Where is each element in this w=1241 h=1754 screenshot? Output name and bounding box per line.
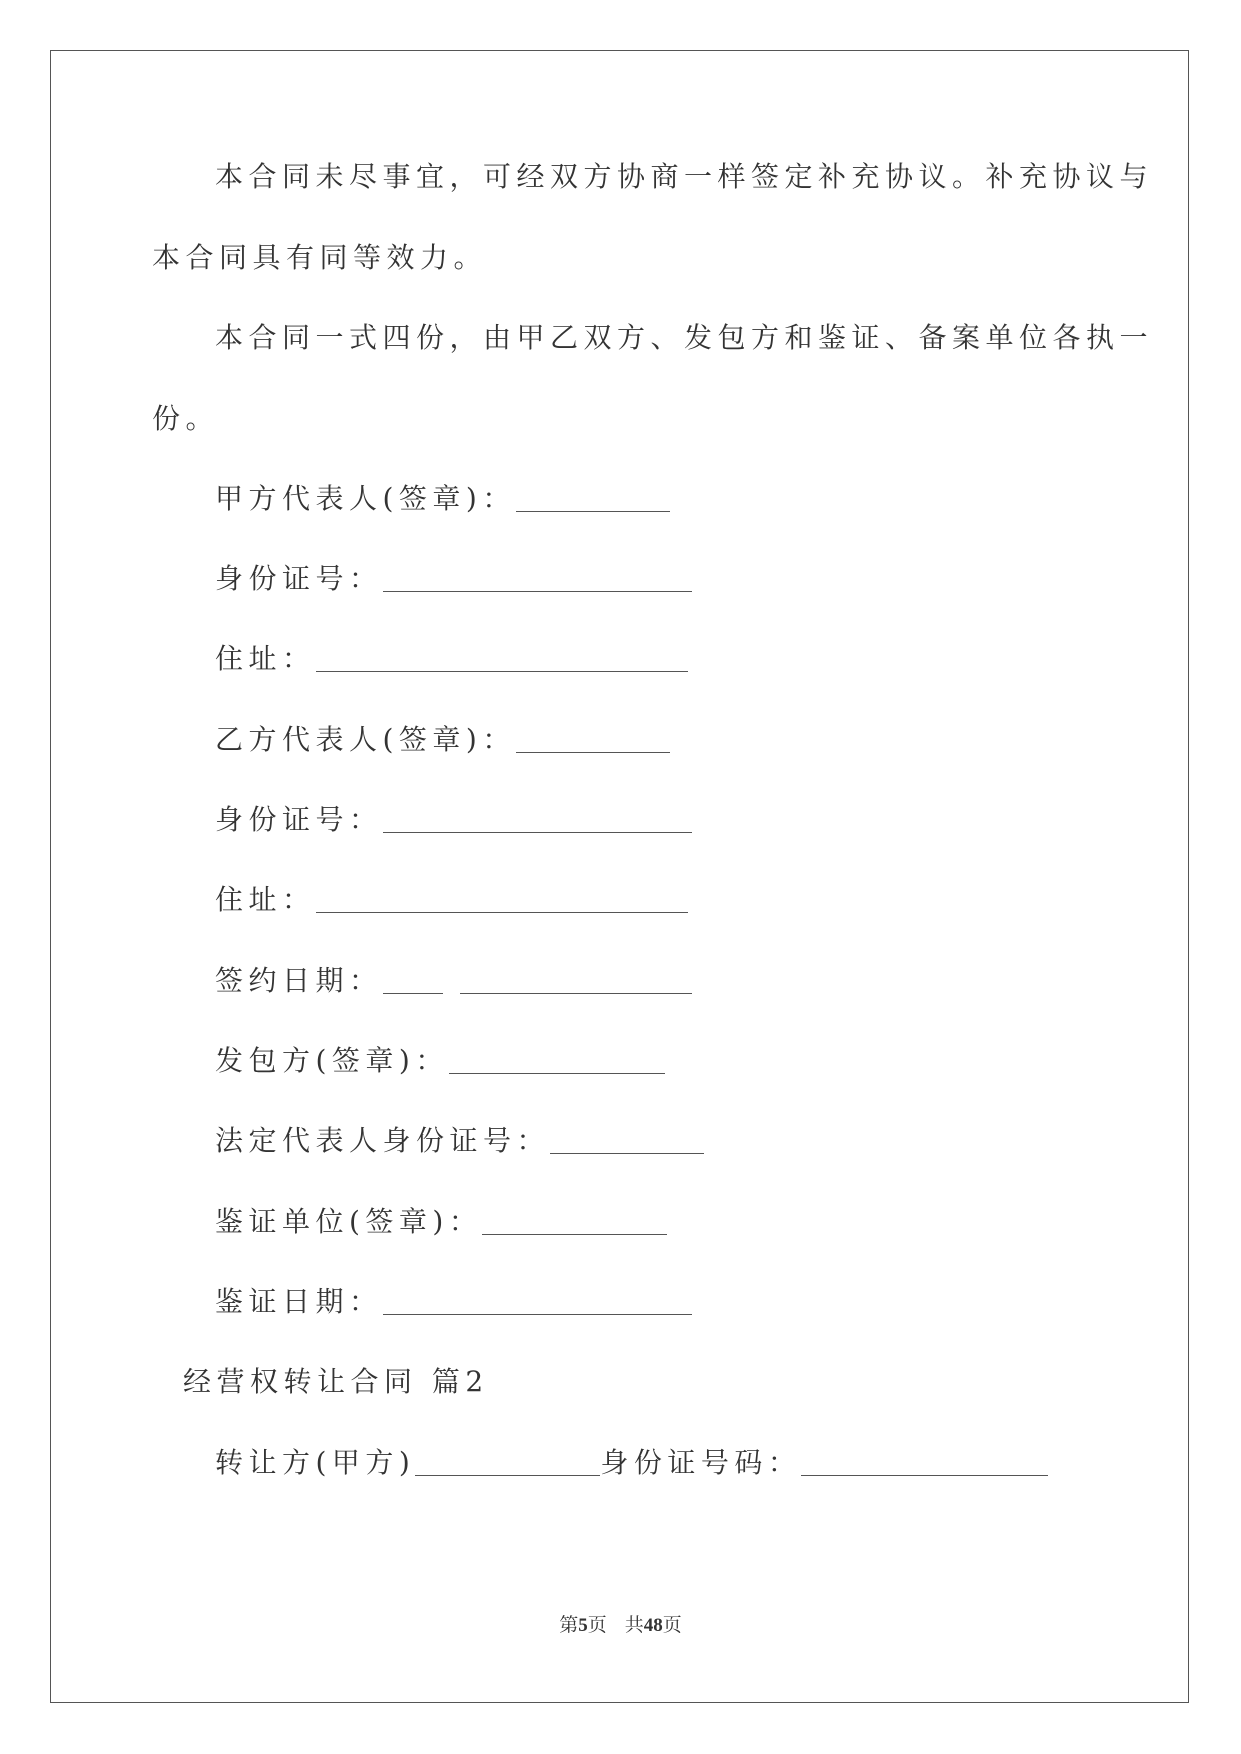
party-b-address-field	[215, 880, 688, 920]
address-blank	[316, 884, 688, 913]
id-blank	[383, 804, 692, 833]
paragraph-line: 本合同一式四份，由甲乙双方、发包方和鉴证、备案单位各执一	[215, 321, 1154, 354]
paragraph-line: 本合同未尽事宜，可经双方协商一样签定补充协议。补充协议与	[215, 160, 1154, 193]
footer-text: 页	[662, 1615, 682, 1636]
paragraph-line: 份。	[152, 402, 220, 435]
party-b-id-field	[215, 800, 692, 840]
field-label: 住址：	[215, 642, 316, 675]
sign-date-field	[215, 961, 692, 1001]
name-blank	[415, 1447, 600, 1476]
party-a-address-field	[215, 639, 688, 679]
paragraph-line: 本合同具有同等效力。	[152, 241, 488, 274]
field-label: 法定代表人身份证号：	[215, 1124, 551, 1157]
page-number: 5	[578, 1615, 588, 1636]
field-label: 身份证号：	[215, 562, 383, 595]
party-a-id-field	[215, 559, 692, 599]
field-label: 签约日期：	[215, 964, 383, 997]
field-label: 身份证号码：	[600, 1446, 802, 1479]
id-blank	[383, 563, 692, 592]
field-label: 乙方代表人(签章)：	[215, 723, 516, 756]
date-blank	[383, 1286, 692, 1315]
signature-blank	[482, 1206, 667, 1235]
field-label: 转让方(甲方)	[215, 1446, 416, 1479]
field-label: 身份证号：	[215, 803, 383, 836]
footer-text: 第	[559, 1615, 579, 1636]
signature-blank	[449, 1045, 665, 1074]
id-blank	[801, 1447, 1048, 1476]
signature-blank	[516, 724, 670, 753]
field-label: 鉴证单位(签章)：	[215, 1205, 483, 1238]
verify-date-field	[215, 1282, 692, 1322]
section-heading: 经营权转让合同 篇2	[183, 1365, 489, 1398]
verify-unit-field	[215, 1202, 667, 1242]
page-footer	[0, 1614, 1241, 1638]
date-blank	[460, 965, 692, 994]
field-label: 住址：	[215, 883, 316, 916]
footer-text: 页	[587, 1615, 607, 1636]
party-a-rep-field	[215, 479, 670, 519]
total-pages: 48	[643, 1615, 663, 1636]
field-label: 甲方代表人(签章)：	[215, 482, 516, 515]
signature-blank	[516, 483, 670, 512]
date-blank	[383, 965, 443, 994]
contractor-field	[215, 1041, 665, 1081]
id-blank	[550, 1125, 704, 1154]
address-blank	[316, 643, 688, 672]
footer-text: 共	[624, 1615, 644, 1636]
transfer-party-line	[215, 1443, 1048, 1483]
field-label: 发包方(签章)：	[215, 1044, 449, 1077]
legal-rep-id-field	[215, 1121, 704, 1161]
party-b-rep-field	[215, 720, 670, 760]
field-label: 鉴证日期：	[215, 1285, 383, 1318]
